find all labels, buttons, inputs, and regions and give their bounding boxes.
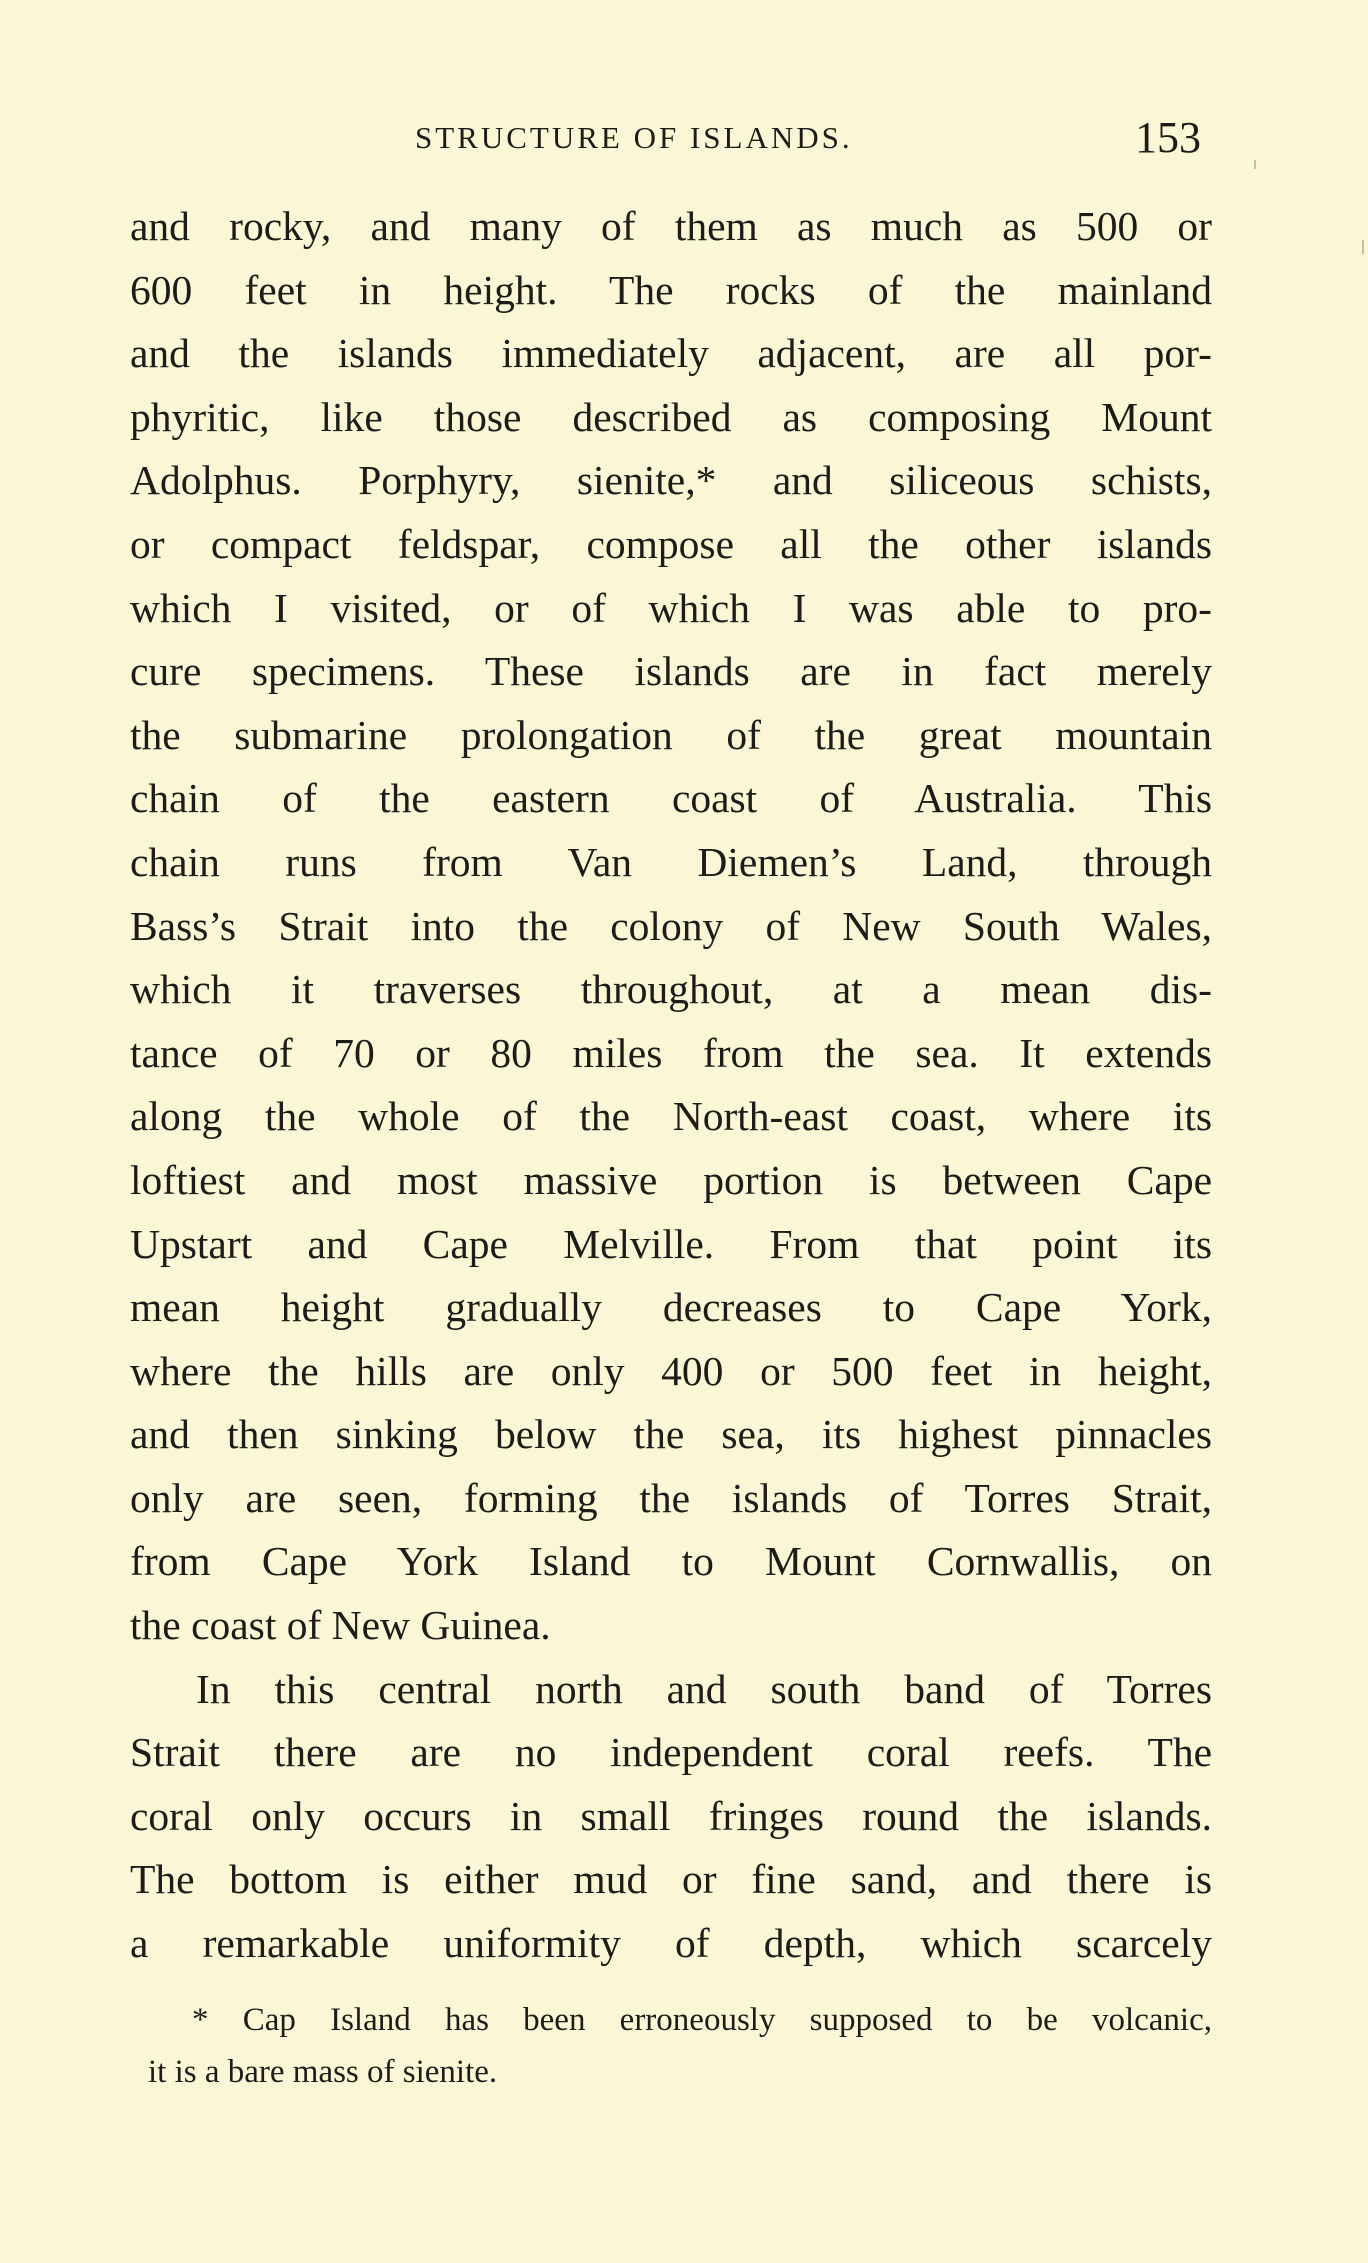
text-line: only are seen, forming the islands of Torres Strait, bbox=[130, 1474, 1212, 1521]
footnote-line: it is a bare mass of sienite. bbox=[148, 2054, 498, 2090]
text-line: a remarkable uniformity of depth, which scarcely bbox=[130, 1920, 1212, 1967]
text-line: and the islands immediately adjacent, are all por- bbox=[130, 330, 1212, 377]
text-line: along the whole of the North-east coast, where its bbox=[130, 1093, 1212, 1140]
text-line: phyritic, like those described as composing Mount bbox=[130, 393, 1212, 440]
text-line: or compact feldspar, compose all the other islands bbox=[130, 520, 1212, 567]
text-line: cure specimens. These islands are in fact merely bbox=[130, 648, 1212, 695]
text-line: Upstart and Cape Melville. From that point its bbox=[130, 1220, 1212, 1267]
text-line: where the hills are only 400 or 500 feet in height, bbox=[130, 1347, 1212, 1394]
text-line: which it traverses throughout, at a mean dis- bbox=[130, 966, 1212, 1013]
text-line: loftiest and most massive portion is between Cape bbox=[130, 1156, 1212, 1203]
footnote bbox=[148, 1994, 1212, 2098]
footnote-line: * Cap Island has been erroneously supposed to be volcanic, bbox=[192, 2002, 1212, 2038]
text-line: the submarine prolongation of the great mountain bbox=[130, 711, 1212, 758]
text-line: 600 feet in height. The rocks of the mainland bbox=[130, 266, 1212, 313]
text-line: coral only occurs in small fringes round the islands. bbox=[130, 1792, 1212, 1839]
paragraph-start-line: In this central north and south band of Torres bbox=[196, 1665, 1212, 1712]
body-text bbox=[130, 195, 1212, 1976]
text-line: The bottom is either mud or fine sand, and there is bbox=[130, 1856, 1212, 1903]
page-number: 153 bbox=[1135, 113, 1201, 162]
text-line: the coast of New Guinea. bbox=[130, 1602, 551, 1649]
paper-speck bbox=[1362, 240, 1364, 254]
text-line: chain of the eastern coast of Australia. This bbox=[130, 775, 1212, 822]
text-line: tance of 70 or 80 miles from the sea. It extends bbox=[130, 1029, 1212, 1076]
running-head bbox=[415, 112, 1215, 162]
paper-speck bbox=[1254, 160, 1256, 169]
text-line: which I visited, or of which I was able to pro- bbox=[130, 584, 1212, 631]
text-line: Strait there are no independent coral reefs. The bbox=[130, 1729, 1212, 1776]
text-line: and then sinking below the sea, its highest pinnacles bbox=[130, 1411, 1212, 1458]
text-line: Adolphus. Porphyry, sienite,* and siliceous schists, bbox=[130, 457, 1212, 504]
text-line: and rocky, and many of them as much as 500 or bbox=[130, 203, 1212, 249]
text-line: mean height gradually decreases to Cape York, bbox=[130, 1284, 1212, 1331]
text-line: chain runs from Van Diemen’s Land, through bbox=[130, 838, 1212, 885]
text-line: from Cape York Island to Mount Cornwallis, on bbox=[130, 1538, 1212, 1585]
running-title: STRUCTURE OF ISLANDS. bbox=[415, 120, 853, 155]
text-line: Bass’s Strait into the colony of New South Wales, bbox=[130, 902, 1212, 949]
